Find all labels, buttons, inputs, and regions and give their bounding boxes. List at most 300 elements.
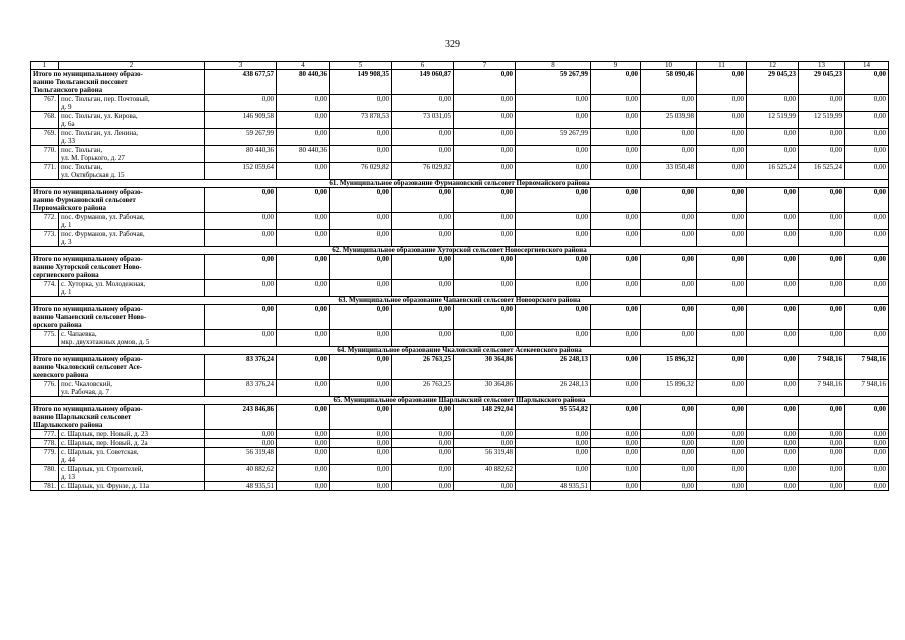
value-cell: 26 248,13	[516, 380, 591, 397]
value-cell: 0,00	[845, 330, 889, 347]
table-row	[31, 95, 889, 112]
value-cell: 149 908,35	[330, 70, 392, 95]
value-cell: 0,00	[799, 230, 845, 247]
subtotal-label	[31, 355, 205, 380]
row-number: 777.	[31, 430, 59, 439]
row-number: 768.	[31, 112, 59, 129]
value-cell: 149 060,87	[392, 70, 454, 95]
value-cell: 0,00	[392, 465, 454, 482]
value-cell: 0,00	[205, 280, 277, 297]
value-cell: 0,00	[845, 112, 889, 129]
value-cell: 0,00	[277, 255, 330, 280]
value-cell: 12 519,99	[747, 112, 799, 129]
value-cell: 0,00	[277, 129, 330, 146]
value-cell: 0,00	[641, 439, 697, 448]
address-cell	[59, 163, 205, 180]
text-line: ул. Рабочая, д. 7	[61, 388, 109, 396]
text-line: пос. Чкаловский,	[61, 380, 113, 388]
value-cell: 0,00	[591, 330, 641, 347]
value-cell: 0,00	[392, 213, 454, 230]
value-cell: 0,00	[697, 448, 747, 465]
value-cell: 0,00	[591, 482, 641, 491]
row-number: 772.	[31, 213, 59, 230]
value-cell: 0,00	[392, 448, 454, 465]
value-cell: 0,00	[799, 405, 845, 430]
value-cell: 0,00	[747, 305, 799, 330]
value-cell: 0,00	[697, 482, 747, 491]
text-line: мкр. двухэтажных домов, д. 5	[61, 338, 150, 346]
value-cell: 0,00	[454, 213, 516, 230]
value-cell: 0,00	[330, 439, 392, 448]
value-cell: 0,00	[845, 213, 889, 230]
value-cell: 0,00	[454, 305, 516, 330]
value-cell: 83 376,24	[205, 355, 277, 380]
address-cell	[59, 439, 205, 448]
value-cell: 0,00	[591, 380, 641, 397]
value-cell: 0,00	[392, 280, 454, 297]
row-number: 767.	[31, 95, 59, 112]
value-cell: 0,00	[641, 448, 697, 465]
value-cell: 0,00	[747, 405, 799, 430]
value-cell: 0,00	[277, 380, 330, 397]
value-cell: 0,00	[799, 95, 845, 112]
value-cell: 0,00	[516, 163, 591, 180]
value-cell: 7 948,16	[799, 355, 845, 380]
value-cell: 0,00	[641, 430, 697, 439]
value-cell: 40 882,62	[454, 465, 516, 482]
value-cell: 0,00	[516, 439, 591, 448]
table-row	[31, 465, 889, 482]
value-cell: 0,00	[392, 129, 454, 146]
value-cell: 0,00	[697, 380, 747, 397]
value-cell: 0,00	[845, 146, 889, 163]
value-cell: 80 440,36	[277, 146, 330, 163]
value-cell: 0,00	[697, 163, 747, 180]
value-cell: 0,00	[454, 188, 516, 213]
subtotal-row	[31, 305, 889, 330]
value-cell: 29 045,23	[747, 70, 799, 95]
value-cell: 0,00	[330, 255, 392, 280]
text-line: пос. Тюльган, пер. Почтовый,	[61, 95, 150, 103]
value-cell: 0,00	[591, 405, 641, 430]
value-cell: 0,00	[697, 188, 747, 213]
value-cell: 29 045,23	[799, 70, 845, 95]
value-cell: 0,00	[591, 355, 641, 380]
row-number: 781.	[31, 482, 59, 491]
section-heading-row	[31, 247, 889, 255]
value-cell: 26 248,13	[516, 355, 591, 380]
value-cell: 0,00	[454, 163, 516, 180]
value-cell: 0,00	[591, 112, 641, 129]
text-line: Итого по муниципальному образо-	[33, 355, 143, 363]
value-cell: 0,00	[516, 448, 591, 465]
value-cell: 0,00	[697, 355, 747, 380]
text-line: Первомайского района	[33, 204, 107, 212]
section-heading-row	[31, 347, 889, 355]
value-cell: 0,00	[641, 482, 697, 491]
value-cell: 0,00	[516, 430, 591, 439]
value-cell: 0,00	[845, 482, 889, 491]
address-cell	[59, 129, 205, 146]
value-cell: 26 763,25	[392, 380, 454, 397]
table-row	[31, 163, 889, 180]
row-number: 770.	[31, 146, 59, 163]
value-cell: 0,00	[697, 230, 747, 247]
value-cell: 0,00	[799, 255, 845, 280]
value-cell: 0,00	[845, 70, 889, 95]
value-cell: 0,00	[845, 305, 889, 330]
table-row	[31, 448, 889, 465]
value-cell: 25 039,98	[641, 112, 697, 129]
value-cell: 0,00	[747, 380, 799, 397]
value-cell: 0,00	[392, 330, 454, 347]
value-cell: 26 763,25	[392, 355, 454, 380]
address-cell	[59, 95, 205, 112]
text-line: ванию Шарлыкский сельсовет	[33, 413, 132, 421]
value-cell: 0,00	[392, 255, 454, 280]
value-cell: 0,00	[392, 482, 454, 491]
value-cell: 0,00	[641, 405, 697, 430]
value-cell: 0,00	[205, 330, 277, 347]
text-line: ул. Октябрьская д. 15	[61, 171, 125, 179]
value-cell: 0,00	[392, 146, 454, 163]
value-cell: 0,00	[799, 430, 845, 439]
value-cell: 0,00	[641, 95, 697, 112]
value-cell: 0,00	[516, 112, 591, 129]
text-line: Итого по муниципальному образо-	[33, 405, 143, 413]
value-cell: 30 364,86	[454, 380, 516, 397]
value-cell: 0,00	[205, 213, 277, 230]
value-cell: 0,00	[277, 330, 330, 347]
text-line: ванию Тюльганский поссовет	[33, 78, 128, 86]
text-line: сергиевского района	[33, 271, 99, 279]
value-cell: 0,00	[516, 305, 591, 330]
text-line: Итого по муниципальному образо-	[33, 305, 143, 313]
value-cell: 0,00	[330, 188, 392, 213]
value-cell: 0,00	[516, 280, 591, 297]
value-cell: 0,00	[591, 439, 641, 448]
value-cell: 0,00	[591, 129, 641, 146]
value-cell: 0,00	[845, 430, 889, 439]
value-cell: 15 896,32	[641, 380, 697, 397]
value-cell: 0,00	[392, 95, 454, 112]
value-cell: 0,00	[454, 95, 516, 112]
table-row	[31, 129, 889, 146]
value-cell: 0,00	[454, 255, 516, 280]
table-row	[31, 213, 889, 230]
value-cell: 0,00	[591, 163, 641, 180]
row-number: 778.	[31, 439, 59, 448]
value-cell: 0,00	[747, 188, 799, 213]
value-cell: 0,00	[845, 255, 889, 280]
value-cell: 0,00	[799, 146, 845, 163]
table-body	[31, 62, 889, 491]
data-table	[30, 61, 889, 491]
address-cell	[59, 330, 205, 347]
subtotal-label	[31, 305, 205, 330]
text-line: Шарлыкского района	[33, 421, 103, 429]
value-cell: 0,00	[330, 129, 392, 146]
column-header: 12	[747, 62, 799, 70]
value-cell: 0,00	[277, 448, 330, 465]
subtotal-label	[31, 405, 205, 430]
value-cell: 95 554,82	[516, 405, 591, 430]
value-cell: 438 677,57	[205, 70, 277, 95]
value-cell: 0,00	[205, 230, 277, 247]
value-cell: 0,00	[277, 188, 330, 213]
subtotal-row	[31, 255, 889, 280]
value-cell: 59 267,99	[516, 129, 591, 146]
section-heading-row	[31, 397, 889, 405]
value-cell: 58 090,46	[641, 70, 697, 95]
value-cell: 76 029,82	[330, 163, 392, 180]
value-cell: 0,00	[392, 439, 454, 448]
value-cell: 0,00	[205, 188, 277, 213]
section-heading: 64. Муниципальное образование Чкаловский сельсовет Асекеевского района	[31, 347, 889, 355]
value-cell: 0,00	[641, 146, 697, 163]
value-cell: 0,00	[516, 465, 591, 482]
text-line: д. 33	[61, 137, 76, 145]
value-cell: 48 935,51	[516, 482, 591, 491]
subtotal-row	[31, 188, 889, 213]
row-number: 779.	[31, 448, 59, 465]
text-line: ул. М. Горького, д. 27	[61, 154, 125, 162]
value-cell: 0,00	[641, 280, 697, 297]
text-line: Итого по муниципальному образо-	[33, 70, 143, 78]
address-cell	[59, 430, 205, 439]
text-line: орского района	[33, 321, 82, 329]
value-cell: 0,00	[697, 439, 747, 448]
value-cell: 0,00	[516, 213, 591, 230]
value-cell: 0,00	[641, 330, 697, 347]
value-cell: 0,00	[454, 230, 516, 247]
text-line: пос. Тюльган,	[61, 163, 103, 171]
value-cell: 0,00	[641, 255, 697, 280]
value-cell: 0,00	[799, 465, 845, 482]
section-heading: 63. Муниципальное образование Чапаевский сельсовет Новоорского района	[31, 297, 889, 305]
value-cell: 0,00	[330, 430, 392, 439]
text-line: пос. Фурманов, ул. Рабочая,	[61, 230, 145, 238]
value-cell: 0,00	[277, 280, 330, 297]
value-cell: 0,00	[641, 465, 697, 482]
value-cell: 0,00	[747, 230, 799, 247]
value-cell: 0,00	[747, 146, 799, 163]
value-cell: 0,00	[330, 448, 392, 465]
value-cell: 16 525,24	[799, 163, 845, 180]
section-heading: 62. Муниципальное образование Хуторской сельсовет Новосергиевского района	[31, 247, 889, 255]
value-cell: 0,00	[799, 213, 845, 230]
text-line: пос. Тюльган, ул. Ленина,	[61, 129, 139, 137]
value-cell: 0,00	[330, 330, 392, 347]
value-cell: 0,00	[277, 305, 330, 330]
value-cell: 0,00	[330, 305, 392, 330]
value-cell: 0,00	[454, 146, 516, 163]
value-cell: 148 292,04	[454, 405, 516, 430]
column-header: 4	[277, 62, 330, 70]
value-cell: 0,00	[454, 430, 516, 439]
value-cell: 0,00	[591, 430, 641, 439]
value-cell: 0,00	[591, 465, 641, 482]
value-cell: 0,00	[697, 305, 747, 330]
table-row	[31, 146, 889, 163]
text-line: Итого по муниципальному образо-	[33, 255, 143, 263]
value-cell: 40 882,62	[205, 465, 277, 482]
value-cell: 0,00	[205, 305, 277, 330]
address-cell	[59, 482, 205, 491]
value-cell: 56 319,48	[205, 448, 277, 465]
column-header: 7	[454, 62, 516, 70]
value-cell: 0,00	[591, 448, 641, 465]
value-cell: 0,00	[845, 439, 889, 448]
value-cell: 0,00	[454, 70, 516, 95]
value-cell: 0,00	[641, 230, 697, 247]
text-line: д. 1	[61, 221, 72, 229]
section-heading: 65. Муниципальное образование Шарлыкский сельсовет Шарлыкского района	[31, 397, 889, 405]
column-header: 14	[845, 62, 889, 70]
value-cell: 0,00	[799, 280, 845, 297]
value-cell: 0,00	[799, 305, 845, 330]
value-cell: 0,00	[591, 305, 641, 330]
value-cell: 0,00	[277, 405, 330, 430]
value-cell: 0,00	[591, 255, 641, 280]
value-cell: 0,00	[697, 70, 747, 95]
value-cell: 0,00	[205, 95, 277, 112]
text-line: кеевского района	[33, 371, 89, 379]
value-cell: 0,00	[845, 129, 889, 146]
text-line: д. 6а	[61, 120, 75, 128]
value-cell: 0,00	[697, 213, 747, 230]
table-row	[31, 230, 889, 247]
address-cell	[59, 448, 205, 465]
value-cell: 0,00	[845, 163, 889, 180]
text-line: д. 44	[61, 456, 76, 464]
value-cell: 0,00	[747, 213, 799, 230]
value-cell: 0,00	[330, 405, 392, 430]
address-cell	[59, 380, 205, 397]
value-cell: 0,00	[205, 430, 277, 439]
value-cell: 0,00	[454, 330, 516, 347]
text-line: с. Шарлык, ул. Фрунзе, д. 11а	[61, 482, 149, 490]
value-cell: 59 267,99	[516, 70, 591, 95]
value-cell: 0,00	[747, 129, 799, 146]
value-cell: 0,00	[747, 448, 799, 465]
value-cell: 0,00	[277, 465, 330, 482]
table-row	[31, 380, 889, 397]
text-line: с. Шарлык, ул. Советская,	[61, 448, 139, 456]
value-cell: 0,00	[799, 129, 845, 146]
value-cell: 0,00	[591, 213, 641, 230]
text-line: пос. Тюльган, ул. Кирова,	[61, 112, 138, 120]
value-cell: 0,00	[277, 112, 330, 129]
text-line: д. 1	[61, 288, 72, 296]
value-cell: 0,00	[591, 95, 641, 112]
value-cell: 0,00	[392, 405, 454, 430]
value-cell: 0,00	[747, 280, 799, 297]
value-cell: 0,00	[697, 146, 747, 163]
value-cell: 0,00	[454, 112, 516, 129]
value-cell: 33 050,48	[641, 163, 697, 180]
column-header: 2	[59, 62, 205, 70]
row-number: 774.	[31, 280, 59, 297]
column-header: 10	[641, 62, 697, 70]
value-cell: 0,00	[845, 448, 889, 465]
value-cell: 0,00	[747, 95, 799, 112]
table-row	[31, 439, 889, 448]
value-cell: 0,00	[330, 146, 392, 163]
value-cell: 0,00	[330, 380, 392, 397]
value-cell: 48 935,51	[205, 482, 277, 491]
subtotal-label	[31, 188, 205, 213]
value-cell: 7 948,16	[845, 355, 889, 380]
value-cell: 0,00	[330, 482, 392, 491]
value-cell: 0,00	[591, 188, 641, 213]
column-header-row	[31, 62, 889, 70]
value-cell: 0,00	[591, 230, 641, 247]
address-cell	[59, 213, 205, 230]
value-cell: 0,00	[205, 439, 277, 448]
value-cell: 0,00	[845, 465, 889, 482]
text-line: с. Чапаевка,	[61, 330, 97, 338]
value-cell: 0,00	[591, 280, 641, 297]
row-number: 780.	[31, 465, 59, 482]
value-cell: 0,00	[747, 482, 799, 491]
address-cell	[59, 112, 205, 129]
value-cell: 83 376,24	[205, 380, 277, 397]
text-line: ванию Чкаловский сельсовет Асе-	[33, 363, 143, 371]
value-cell: 0,00	[697, 430, 747, 439]
value-cell: 0,00	[641, 129, 697, 146]
value-cell: 152 059,64	[205, 163, 277, 180]
page-number: 329	[445, 39, 460, 50]
value-cell: 0,00	[516, 255, 591, 280]
value-cell: 0,00	[641, 188, 697, 213]
value-cell: 76 029,82	[392, 163, 454, 180]
value-cell: 56 319,48	[454, 448, 516, 465]
value-cell: 0,00	[697, 95, 747, 112]
value-cell: 0,00	[747, 330, 799, 347]
text-line: ванию Хуторской сельсовет Ново-	[33, 263, 142, 271]
value-cell: 0,00	[454, 482, 516, 491]
value-cell: 7 948,16	[799, 380, 845, 397]
value-cell: 15 896,32	[641, 355, 697, 380]
value-cell: 0,00	[845, 280, 889, 297]
table-row	[31, 430, 889, 439]
value-cell: 30 364,86	[454, 355, 516, 380]
row-number: 776.	[31, 380, 59, 397]
column-header: 5	[330, 62, 392, 70]
row-number: 773.	[31, 230, 59, 247]
subtotal-row	[31, 355, 889, 380]
value-cell: 0,00	[747, 439, 799, 448]
value-cell: 0,00	[205, 255, 277, 280]
section-heading: 61. Муниципальное образование Фурмановский сельсовет Первомайского района	[31, 180, 889, 188]
value-cell: 0,00	[591, 70, 641, 95]
value-cell: 0,00	[330, 95, 392, 112]
subtotal-label	[31, 70, 205, 95]
section-heading-row	[31, 180, 889, 188]
text-line: д. 3	[61, 238, 72, 246]
value-cell: 0,00	[641, 305, 697, 330]
value-cell: 0,00	[697, 330, 747, 347]
value-cell: 80 440,36	[205, 146, 277, 163]
address-cell	[59, 465, 205, 482]
column-header: 9	[591, 62, 641, 70]
value-cell: 0,00	[454, 439, 516, 448]
value-cell: 0,00	[330, 280, 392, 297]
value-cell: 0,00	[697, 255, 747, 280]
value-cell: 0,00	[454, 280, 516, 297]
subtotal-row	[31, 405, 889, 430]
